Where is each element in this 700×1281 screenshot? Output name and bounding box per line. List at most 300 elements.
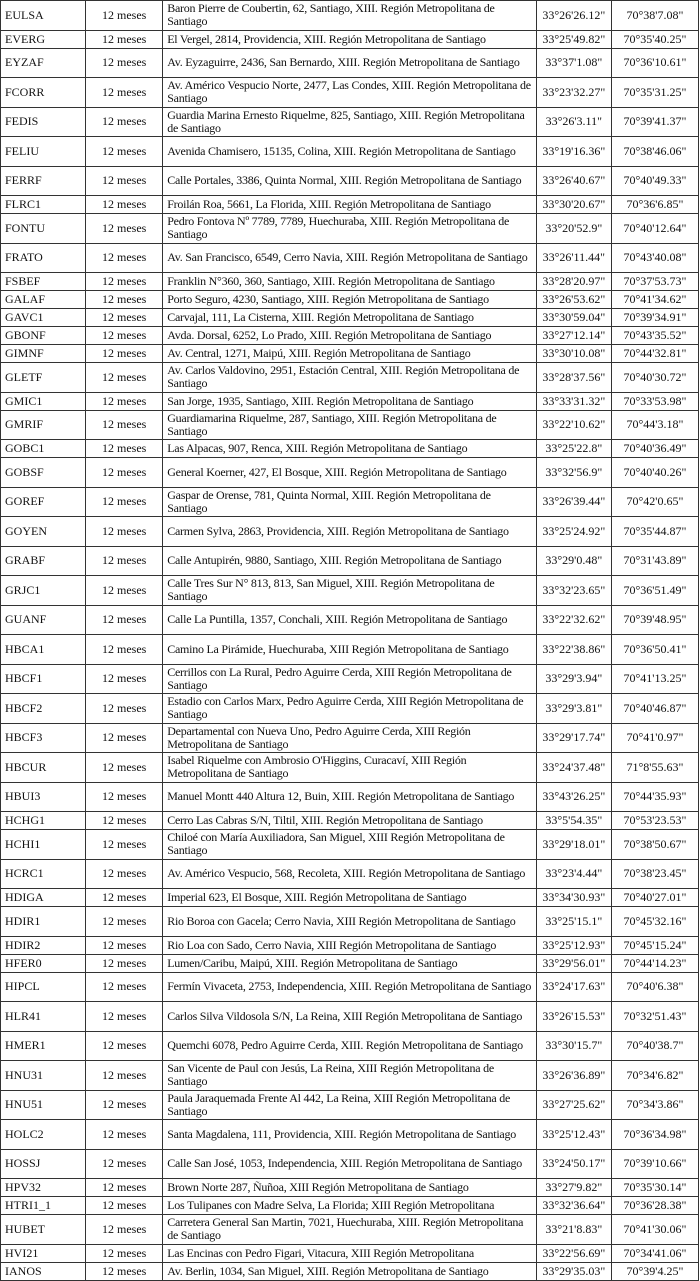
- address-cell: Porto Seguro, 4230, Santiago, XIII. Región Metropolitana de Santiago: [163, 291, 537, 309]
- station-code-cell: GOREF: [1, 487, 86, 517]
- period-cell: 12 meses: [86, 1, 163, 31]
- table-row: [1, 107, 699, 137]
- longitude-cell: 70°34'3.86": [611, 1090, 698, 1120]
- table-row: [1, 1215, 699, 1245]
- station-code-cell: GLETF: [1, 363, 86, 393]
- latitude-cell: 33°21'8.83": [536, 1215, 611, 1245]
- latitude-cell: 33°5'54.35": [536, 812, 611, 830]
- period-cell: 12 meses: [86, 487, 163, 517]
- period-cell: 12 meses: [86, 440, 163, 458]
- address-cell: Las Alpacas, 907, Renca, XIII. Región Metropolitana de Santiago: [163, 440, 537, 458]
- table-row: [1, 291, 699, 309]
- period-cell: 12 meses: [86, 1031, 163, 1061]
- longitude-cell: 70°36'34.98": [611, 1120, 698, 1150]
- address-cell: Departamental con Nueva Uno, Pedro Aguirre Cerda, XIII Región Metropolitana de Santiago: [163, 723, 537, 753]
- table-row: [1, 1002, 699, 1032]
- address-cell: Brown Norte 287, Ñuñoa, XIII Región Metropolitana de Santiago: [163, 1179, 537, 1197]
- latitude-cell: 33°26'40.67": [536, 166, 611, 196]
- latitude-cell: 33°24'50.17": [536, 1149, 611, 1179]
- period-cell: 12 meses: [86, 309, 163, 327]
- longitude-cell: 70°41'13.25": [611, 664, 698, 694]
- address-cell: Isabel Riquelme con Ambrosio O'Higgins, Curacaví, XIII Región Metropolitana de Santiago: [163, 753, 537, 783]
- address-cell: Av. Central, 1271, Maipú, XIII. Región Metropolitana de Santiago: [163, 345, 537, 363]
- latitude-cell: 33°22'56.69": [536, 1244, 611, 1262]
- longitude-cell: 70°34'6.82": [611, 1061, 698, 1091]
- latitude-cell: 33°24'37.48": [536, 753, 611, 783]
- table-row: [1, 576, 699, 606]
- table-row: [1, 1262, 699, 1280]
- station-code-cell: HMER1: [1, 1031, 86, 1061]
- station-code-cell: GOBC1: [1, 440, 86, 458]
- latitude-cell: 33°26'15.53": [536, 1002, 611, 1032]
- table-row: [1, 410, 699, 440]
- latitude-cell: 33°29'0.48": [536, 546, 611, 576]
- station-code-cell: HCRC1: [1, 859, 86, 889]
- address-cell: Santa Magdalena, 111, Providencia, XIII. Región Metropolitana de Santiago: [163, 1120, 537, 1150]
- address-cell: Avda. Dorsal, 6252, Lo Prado, XIII. Región Metropolitana de Santiago: [163, 327, 537, 345]
- address-cell: Guardiamarina Riquelme, 287, Santiago, XIII. Región Metropolitana de Santiago: [163, 410, 537, 440]
- station-code-cell: HUBET: [1, 1215, 86, 1245]
- period-cell: 12 meses: [86, 78, 163, 108]
- latitude-cell: 33°26'3.11": [536, 107, 611, 137]
- longitude-cell: 70°40'40.26": [611, 458, 698, 488]
- station-code-cell: HBCA1: [1, 635, 86, 665]
- address-cell: Av. Carlos Valdovino, 2951, Estación Central, XIII. Región Metropolitana de Santiago: [163, 363, 537, 393]
- period-cell: 12 meses: [86, 363, 163, 393]
- address-cell: Pedro Fontova Nº 7789, 7789, Huechuraba, XIII. Región Metropolitana de Santiago: [163, 214, 537, 244]
- station-code-cell: HCHG1: [1, 812, 86, 830]
- station-code-cell: HBCF3: [1, 723, 86, 753]
- address-cell: Carlos Silva Vildosola S/N, La Reina, XIII Región Metropolitana de Santiago: [163, 1002, 537, 1032]
- period-cell: 12 meses: [86, 753, 163, 783]
- table-row: [1, 1, 699, 31]
- longitude-cell: 70°40'49.33": [611, 166, 698, 196]
- latitude-cell: 33°22'10.62": [536, 410, 611, 440]
- longitude-cell: 70°37'53.73": [611, 273, 698, 291]
- station-code-cell: HPV32: [1, 1179, 86, 1197]
- address-cell: Manuel Montt 440 Altura 12, Buin, XIII. Región Metropolitana de Santiago: [163, 782, 537, 812]
- latitude-cell: 33°23'4.44": [536, 859, 611, 889]
- longitude-cell: 70°35'30.14": [611, 1179, 698, 1197]
- period-cell: 12 meses: [86, 723, 163, 753]
- longitude-cell: 70°38'46.06": [611, 137, 698, 167]
- latitude-cell: 33°27'12.14": [536, 327, 611, 345]
- longitude-cell: 70°31'43.89": [611, 546, 698, 576]
- latitude-cell: 33°29'17.74": [536, 723, 611, 753]
- latitude-cell: 33°24'17.63": [536, 972, 611, 1002]
- latitude-cell: 33°26'53.62": [536, 291, 611, 309]
- station-code-cell: IANOS: [1, 1262, 86, 1280]
- period-cell: 12 meses: [86, 107, 163, 137]
- table-row: [1, 859, 699, 889]
- station-code-cell: HBCF1: [1, 664, 86, 694]
- address-cell: Rio Loa con Sado, Cerro Navia, XIII Región Metropolitana de Santiago: [163, 936, 537, 954]
- table-row: [1, 605, 699, 635]
- period-cell: 12 meses: [86, 635, 163, 665]
- address-cell: Carmen Sylva, 2863, Providencia, XIII. Región Metropolitana de Santiago: [163, 517, 537, 547]
- address-cell: Paula Jaraquemada Frente Al 442, La Reina, XIII Región Metropolitana de Santiago: [163, 1090, 537, 1120]
- table-row: [1, 48, 699, 78]
- station-code-cell: HFER0: [1, 954, 86, 972]
- longitude-cell: 70°39'10.66": [611, 1149, 698, 1179]
- table-row: [1, 273, 699, 291]
- longitude-cell: 70°38'7.08": [611, 1, 698, 31]
- address-cell: Fermín Vivaceta, 2753, Independencia, XIII. Región Metropolitana de Santiago: [163, 972, 537, 1002]
- longitude-cell: 70°43'35.52": [611, 327, 698, 345]
- station-code-cell: FERRF: [1, 166, 86, 196]
- period-cell: 12 meses: [86, 392, 163, 410]
- latitude-cell: 33°30'20.67": [536, 196, 611, 214]
- station-code-cell: EULSA: [1, 1, 86, 31]
- longitude-cell: 70°40'6.38": [611, 972, 698, 1002]
- station-code-cell: HTRI1_1: [1, 1197, 86, 1215]
- longitude-cell: 70°40'46.87": [611, 694, 698, 724]
- station-code-cell: GALAF: [1, 291, 86, 309]
- table-row: [1, 517, 699, 547]
- address-cell: Guardia Marina Ernesto Riquelme, 825, Santiago, XIII. Región Metropolitana de Santiago: [163, 107, 537, 137]
- period-cell: 12 meses: [86, 273, 163, 291]
- address-cell: Baron Pierre de Coubertin, 62, Santiago, XIII. Región Metropolitana de Santiago: [163, 1, 537, 31]
- station-code-cell: HDIR2: [1, 936, 86, 954]
- latitude-cell: 33°26'26.12": [536, 1, 611, 31]
- table-row: [1, 392, 699, 410]
- table-row: [1, 954, 699, 972]
- table-row: [1, 1244, 699, 1262]
- station-code-cell: HBUI3: [1, 782, 86, 812]
- latitude-cell: 33°43'26.25": [536, 782, 611, 812]
- table-row: [1, 487, 699, 517]
- address-cell: General Koerner, 427, El Bosque, XIII. Región Metropolitana de Santiago: [163, 458, 537, 488]
- table-row: [1, 972, 699, 1002]
- longitude-cell: 70°40'30.72": [611, 363, 698, 393]
- period-cell: 12 meses: [86, 782, 163, 812]
- period-cell: 12 meses: [86, 410, 163, 440]
- table-row: [1, 1179, 699, 1197]
- address-cell: Froilán Roa, 5661, La Florida, XIII. Región Metropolitana de Santiago: [163, 196, 537, 214]
- latitude-cell: 33°27'9.82": [536, 1179, 611, 1197]
- table-row: [1, 196, 699, 214]
- address-cell: Calle Portales, 3386, Quinta Normal, XIII. Región Metropolitana de Santiago: [163, 166, 537, 196]
- address-cell: San Vicente de Paul con Jesús, La Reina, XIII Región Metropolitana de Santiago: [163, 1061, 537, 1091]
- address-cell: Av. Américo Vespucio Norte, 2477, Las Condes, XIII. Región Metropolitana de Santiago: [163, 78, 537, 108]
- table-row: [1, 753, 699, 783]
- station-code-cell: GMIC1: [1, 392, 86, 410]
- table-row: [1, 830, 699, 860]
- table-row: [1, 327, 699, 345]
- longitude-cell: 70°43'40.08": [611, 243, 698, 273]
- latitude-cell: 33°26'36.89": [536, 1061, 611, 1091]
- latitude-cell: 33°30'15.7": [536, 1031, 611, 1061]
- stations-table-body: [1, 1, 699, 1281]
- station-code-cell: HBCF2: [1, 694, 86, 724]
- longitude-cell: 70°36'10.61": [611, 48, 698, 78]
- latitude-cell: 33°25'49.82": [536, 30, 611, 48]
- station-code-cell: HBCUR: [1, 753, 86, 783]
- period-cell: 12 meses: [86, 605, 163, 635]
- period-cell: 12 meses: [86, 954, 163, 972]
- latitude-cell: 33°25'22.8": [536, 440, 611, 458]
- station-code-cell: HIPCL: [1, 972, 86, 1002]
- station-code-cell: HDIR1: [1, 907, 86, 937]
- period-cell: 12 meses: [86, 936, 163, 954]
- latitude-cell: 33°25'12.93": [536, 936, 611, 954]
- latitude-cell: 33°20'52.9": [536, 214, 611, 244]
- address-cell: Camino La Pirámide, Huechuraba, XIII Región Metropolitana de Santiago: [163, 635, 537, 665]
- address-cell: Las Encinas con Pedro Figari, Vitacura, XIII Región Metropolitana: [163, 1244, 537, 1262]
- latitude-cell: 33°25'15.1": [536, 907, 611, 937]
- table-row: [1, 812, 699, 830]
- station-code-cell: FLRC1: [1, 196, 86, 214]
- address-cell: Calle La Puntilla, 1357, Conchali, XIII. Región Metropolitana de Santiago: [163, 605, 537, 635]
- station-code-cell: GOBSF: [1, 458, 86, 488]
- longitude-cell: 70°53'23.53": [611, 812, 698, 830]
- table-row: [1, 664, 699, 694]
- longitude-cell: 70°39'4.25": [611, 1262, 698, 1280]
- table-row: [1, 907, 699, 937]
- address-cell: Av. San Francisco, 6549, Cerro Navia, XIII. Región Metropolitana de Santiago: [163, 243, 537, 273]
- period-cell: 12 meses: [86, 812, 163, 830]
- address-cell: Cerrillos con La Rural, Pedro Aguirre Cerda, XIII Región Metropolitana de Santiago: [163, 664, 537, 694]
- address-cell: Calle Antupirén, 9880, Santiago, XIII. Región Metropolitana de Santiago: [163, 546, 537, 576]
- table-row: [1, 782, 699, 812]
- latitude-cell: 33°32'36.64": [536, 1197, 611, 1215]
- station-code-cell: FRATO: [1, 243, 86, 273]
- period-cell: 12 meses: [86, 1120, 163, 1150]
- latitude-cell: 33°30'10.08": [536, 345, 611, 363]
- longitude-cell: 70°40'36.49": [611, 440, 698, 458]
- address-cell: Calle Tres Sur N° 813, 813, San Miguel, XIII. Región Metropolitana de Santiago: [163, 576, 537, 606]
- longitude-cell: 70°33'53.98": [611, 392, 698, 410]
- table-row: [1, 635, 699, 665]
- station-code-cell: HDIGA: [1, 889, 86, 907]
- longitude-cell: 70°44'3.18": [611, 410, 698, 440]
- station-code-cell: FONTU: [1, 214, 86, 244]
- latitude-cell: 33°22'38.86": [536, 635, 611, 665]
- station-code-cell: GOYEN: [1, 517, 86, 547]
- station-code-cell: HNU31: [1, 1061, 86, 1091]
- station-code-cell: GBONF: [1, 327, 86, 345]
- address-cell: Carvajal, 111, La Cisterna, XIII. Región Metropolitana de Santiago: [163, 309, 537, 327]
- table-row: [1, 214, 699, 244]
- table-row: [1, 166, 699, 196]
- table-row: [1, 1090, 699, 1120]
- longitude-cell: 70°41'34.62": [611, 291, 698, 309]
- latitude-cell: 33°29'3.81": [536, 694, 611, 724]
- table-row: [1, 1061, 699, 1091]
- longitude-cell: 70°44'35.93": [611, 782, 698, 812]
- address-cell: Avenida Chamisero, 15135, Colina, XIII. Región Metropolitana de Santiago: [163, 137, 537, 167]
- longitude-cell: 70°36'51.49": [611, 576, 698, 606]
- longitude-cell: 70°36'50.41": [611, 635, 698, 665]
- address-cell: Calle San José, 1053, Independencia, XIII. Región Metropolitana de Santiago: [163, 1149, 537, 1179]
- latitude-cell: 33°34'30.93": [536, 889, 611, 907]
- longitude-cell: 70°35'40.25": [611, 30, 698, 48]
- period-cell: 12 meses: [86, 291, 163, 309]
- latitude-cell: 33°26'39.44": [536, 487, 611, 517]
- station-code-cell: GIMNF: [1, 345, 86, 363]
- station-code-cell: HCHI1: [1, 830, 86, 860]
- period-cell: 12 meses: [86, 1215, 163, 1245]
- period-cell: 12 meses: [86, 889, 163, 907]
- period-cell: 12 meses: [86, 214, 163, 244]
- address-cell: Av. Berlin, 1034, San Miguel, XIII. Región Metropolitana de Santiago: [163, 1262, 537, 1280]
- period-cell: 12 meses: [86, 1197, 163, 1215]
- table-row: [1, 1197, 699, 1215]
- longitude-cell: 70°42'0.65": [611, 487, 698, 517]
- longitude-cell: 70°40'27.01": [611, 889, 698, 907]
- station-code-cell: EYZAF: [1, 48, 86, 78]
- latitude-cell: 33°28'20.97": [536, 273, 611, 291]
- latitude-cell: 33°33'31.32": [536, 392, 611, 410]
- station-code-cell: GMRIF: [1, 410, 86, 440]
- latitude-cell: 33°37'1.08": [536, 48, 611, 78]
- station-code-cell: GAVC1: [1, 309, 86, 327]
- period-cell: 12 meses: [86, 30, 163, 48]
- station-code-cell: FCORR: [1, 78, 86, 108]
- longitude-cell: 70°41'30.06": [611, 1215, 698, 1245]
- latitude-cell: 33°30'59.04": [536, 309, 611, 327]
- address-cell: Lumen/Caribu, Maipú, XIII. Región Metropolitana de Santiago: [163, 954, 537, 972]
- address-cell: Estadio con Carlos Marx, Pedro Aguirre Cerda, XIII Región Metropolitana de Santiago: [163, 694, 537, 724]
- table-row: [1, 309, 699, 327]
- latitude-cell: 33°29'3.94": [536, 664, 611, 694]
- longitude-cell: 70°39'48.95": [611, 605, 698, 635]
- period-cell: 12 meses: [86, 166, 163, 196]
- period-cell: 12 meses: [86, 859, 163, 889]
- address-cell: Los Tulipanes con Madre Selva, La Florida; XIII Región Metropolitana: [163, 1197, 537, 1215]
- station-code-cell: FEDIS: [1, 107, 86, 137]
- period-cell: 12 meses: [86, 546, 163, 576]
- longitude-cell: 70°39'34.91": [611, 309, 698, 327]
- table-row: [1, 363, 699, 393]
- table-row: [1, 458, 699, 488]
- period-cell: 12 meses: [86, 137, 163, 167]
- period-cell: 12 meses: [86, 830, 163, 860]
- longitude-cell: 70°36'28.38": [611, 1197, 698, 1215]
- latitude-cell: 33°23'32.27": [536, 78, 611, 108]
- station-code-cell: FSBEF: [1, 273, 86, 291]
- period-cell: 12 meses: [86, 1090, 163, 1120]
- address-cell: Cerro Las Cabras S/N, Tiltil, XIII. Región Metropolitana de Santiago: [163, 812, 537, 830]
- table-row: [1, 1120, 699, 1150]
- table-row: [1, 345, 699, 363]
- address-cell: El Vergel, 2814, Providencia, XIII. Región Metropolitana de Santiago: [163, 30, 537, 48]
- latitude-cell: 33°32'23.65": [536, 576, 611, 606]
- period-cell: 12 meses: [86, 48, 163, 78]
- longitude-cell: 70°41'0.97": [611, 723, 698, 753]
- period-cell: 12 meses: [86, 196, 163, 214]
- address-cell: Av. Eyzaguirre, 2436, San Bernardo, XIII. Región Metropolitana de Santiago: [163, 48, 537, 78]
- longitude-cell: 70°38'23.45": [611, 859, 698, 889]
- table-row: [1, 137, 699, 167]
- station-code-cell: FELIU: [1, 137, 86, 167]
- address-cell: Franklin N°360, 360, Santiago, XIII. Región Metropolitana de Santiago: [163, 273, 537, 291]
- longitude-cell: 70°45'32.16": [611, 907, 698, 937]
- longitude-cell: 70°34'41.06": [611, 1244, 698, 1262]
- latitude-cell: 33°32'56.9": [536, 458, 611, 488]
- longitude-cell: 70°35'44.87": [611, 517, 698, 547]
- period-cell: 12 meses: [86, 907, 163, 937]
- longitude-cell: 70°45'15.24": [611, 936, 698, 954]
- latitude-cell: 33°22'32.62": [536, 605, 611, 635]
- table-row: [1, 694, 699, 724]
- period-cell: 12 meses: [86, 345, 163, 363]
- table-row: [1, 546, 699, 576]
- period-cell: 12 meses: [86, 694, 163, 724]
- latitude-cell: 33°25'24.92": [536, 517, 611, 547]
- longitude-cell: 70°32'51.43": [611, 1002, 698, 1032]
- longitude-cell: 71°8'55.63": [611, 753, 698, 783]
- longitude-cell: 70°44'14.23": [611, 954, 698, 972]
- address-cell: Av. Américo Vespucio, 568, Recoleta, XIII. Región Metropolitana de Santiago: [163, 859, 537, 889]
- address-cell: Chiloé con María Auxiliadora, San Miguel, XIII Región Metropolitana de Santiago: [163, 830, 537, 860]
- period-cell: 12 meses: [86, 327, 163, 345]
- latitude-cell: 33°27'25.62": [536, 1090, 611, 1120]
- period-cell: 12 meses: [86, 1149, 163, 1179]
- address-cell: Carretera General San Martin, 7021, Huechuraba, XIII. Región Metropolitana de Santiago: [163, 1215, 537, 1245]
- station-code-cell: GRJC1: [1, 576, 86, 606]
- table-row: [1, 243, 699, 273]
- longitude-cell: 70°40'38.7": [611, 1031, 698, 1061]
- address-cell: Imperial 623, El Bosque, XIII. Región Metropolitana de Santiago: [163, 889, 537, 907]
- table-row: [1, 936, 699, 954]
- longitude-cell: 70°36'6.85": [611, 196, 698, 214]
- address-cell: Rio Boroa con Gacela; Cerro Navia, XIII Región Metropolitana de Santiago: [163, 907, 537, 937]
- period-cell: 12 meses: [86, 972, 163, 1002]
- table-row: [1, 78, 699, 108]
- table-row: [1, 723, 699, 753]
- period-cell: 12 meses: [86, 664, 163, 694]
- table-row: [1, 1031, 699, 1061]
- longitude-cell: 70°39'41.37": [611, 107, 698, 137]
- period-cell: 12 meses: [86, 1262, 163, 1280]
- station-code-cell: HLR41: [1, 1002, 86, 1032]
- period-cell: 12 meses: [86, 1061, 163, 1091]
- latitude-cell: 33°26'11.44": [536, 243, 611, 273]
- station-code-cell: HOSSJ: [1, 1149, 86, 1179]
- station-code-cell: HVI21: [1, 1244, 86, 1262]
- address-cell: Gaspar de Orense, 781, Quinta Normal, XIII. Región Metropolitana de Santiago: [163, 487, 537, 517]
- latitude-cell: 33°29'56.01": [536, 954, 611, 972]
- longitude-cell: 70°40'12.64": [611, 214, 698, 244]
- address-cell: Quemchi 6078, Pedro Aguirre Cerda, XIII. Región Metropolitana de Santiago: [163, 1031, 537, 1061]
- station-code-cell: HOLC2: [1, 1120, 86, 1150]
- period-cell: 12 meses: [86, 458, 163, 488]
- period-cell: 12 meses: [86, 243, 163, 273]
- station-code-cell: HNU51: [1, 1090, 86, 1120]
- longitude-cell: 70°38'50.67": [611, 830, 698, 860]
- station-code-cell: GUANF: [1, 605, 86, 635]
- latitude-cell: 33°29'18.01": [536, 830, 611, 860]
- period-cell: 12 meses: [86, 1002, 163, 1032]
- longitude-cell: 70°35'31.25": [611, 78, 698, 108]
- latitude-cell: 33°29'35.03": [536, 1262, 611, 1280]
- station-code-cell: GRABF: [1, 546, 86, 576]
- station-code-cell: EVERG: [1, 30, 86, 48]
- table-row: [1, 889, 699, 907]
- latitude-cell: 33°28'37.56": [536, 363, 611, 393]
- period-cell: 12 meses: [86, 1179, 163, 1197]
- period-cell: 12 meses: [86, 576, 163, 606]
- latitude-cell: 33°25'12.43": [536, 1120, 611, 1150]
- table-row: [1, 440, 699, 458]
- table-row: [1, 30, 699, 48]
- latitude-cell: 33°19'16.36": [536, 137, 611, 167]
- longitude-cell: 70°44'32.81": [611, 345, 698, 363]
- period-cell: 12 meses: [86, 517, 163, 547]
- table-row: [1, 1149, 699, 1179]
- address-cell: San Jorge, 1935, Santiago, XIII. Región Metropolitana de Santiago: [163, 392, 537, 410]
